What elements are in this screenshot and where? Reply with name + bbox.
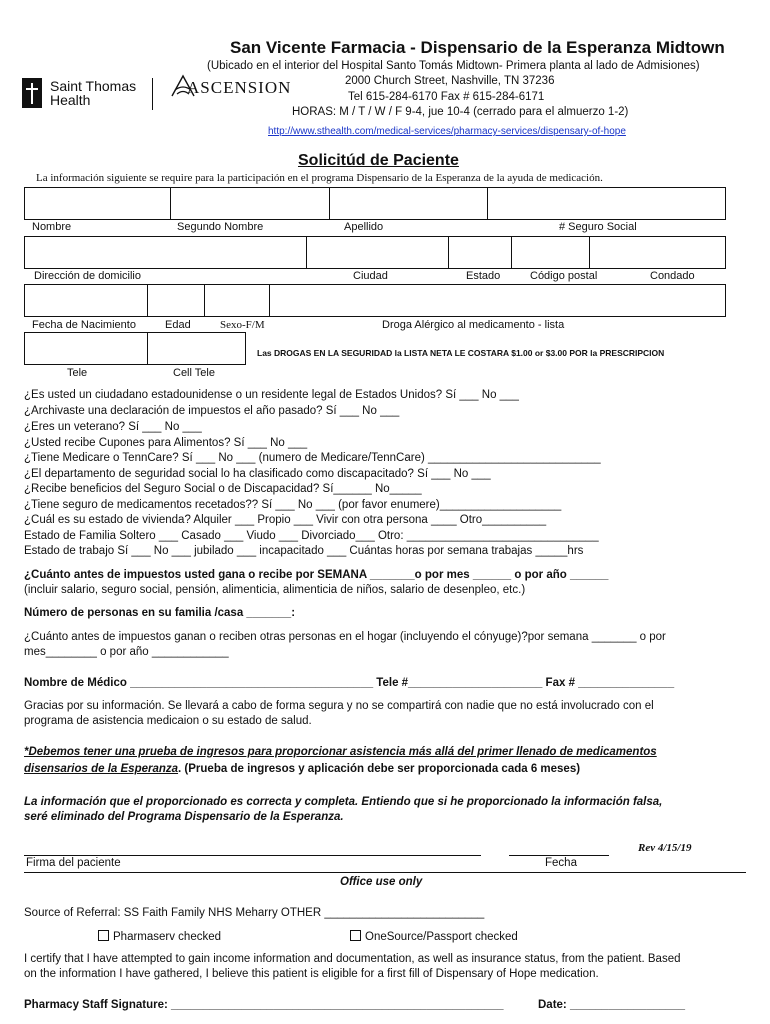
onesource-checkbox[interactable] [350,930,361,941]
apellido-label: Apellido [344,221,384,233]
fecha-nacimiento-label: Fecha de Nacimiento [32,319,136,331]
income-question: ¿Cuánto antes de impuestos usted gana o recibe por SEMANA _______o por mes ______ o por año ______ [24,569,609,581]
condado-field[interactable] [589,236,726,269]
segundo-nombre-label: Segundo Nombre [177,221,264,233]
fecha-nacimiento-field[interactable] [24,284,148,317]
question-vivienda: ¿Cuál es su estado de vivienda? Alquiler ___ Propio ___ Vivir con otra persona ____ Otro__________ [24,514,547,526]
staff-date[interactable]: Date: __________________ [538,999,686,1011]
tele-field[interactable] [24,332,148,365]
codigo-postal-field[interactable] [511,236,590,269]
question-ciudadano: ¿Es usted un ciudadano estadounidense o un residente legal de Estados Unidos? Sí ___ No ___ [24,389,519,401]
certify-text: I certify that I have attempted to gain income information and documentation, as well as insurance status, from the patient. Based [24,953,681,965]
direccion-label: Dirección de domicilio [34,270,141,282]
cell-tele-field[interactable] [147,332,246,365]
location-text: (Ubicado en el interior del Hospital Santo Tomás Midtown- Primera planta al lado de Admisiones) [207,60,700,72]
form-intro: La información siguiente se require para la participación en el programa Dispensario de la Esperanza de la ayuda de medicación. [36,172,603,184]
question-impuestos: ¿Archivaste una declaración de impuestos el año pasado? Sí ___ No ___ [24,405,400,417]
question-discapacitado: ¿El departamento de seguridad social lo ha clasificado como discapacitado? Sí ___ No ___ [24,468,491,480]
revision-date: Rev 4/15/19 [638,842,692,854]
others-income-question: ¿Cuánto antes de impuestos ganan o reciben otras personas en el hogar (incluyendo el cónyuge)?por semana _______ o por [24,631,666,643]
droga-alergico-label: Droga Alérgico al medicamento - lista [382,319,565,331]
page-title: San Vicente Farmacia - Dispensario de la Esperanza Midtown [230,38,725,57]
apellido-field[interactable] [329,187,488,220]
pharmaserv-checkbox[interactable] [98,930,109,941]
estado-label: Estado [466,270,501,282]
sexo-field[interactable] [204,284,270,317]
logo-divider [152,78,153,110]
drogas-cost-note: Las DROGAS EN LA SEGURIDAD la LISTA NETA LE COSTARA $1.00 or $3.00 POR la PRESCRIPCION [257,348,665,358]
segundo-nombre-field[interactable] [170,187,330,220]
question-beneficios: ¿Recibe beneficios del Seguro Social o de Discapacidad? Sí______ No_____ [24,483,422,495]
tele-label: Tele [67,367,88,379]
certification-text: La información que el proporcionado es correcta y completa. Entiendo que si he proporcionado la información falsa, [24,796,663,808]
condado-label: Condado [650,270,695,282]
dispensary-link[interactable]: http://www.sthealth.com/medical-services/pharmacy-services/dispensary-of-hope [268,126,626,137]
certify-text-2: on the information I have gathered, I believe this patient is eligible for a first fill of Dispensary of Hope medication. [24,968,599,980]
prueba-ingresos-text: *Debemos tener una prueba de ingresos para proporcionar asistencia más allá del primer llenado de medicamentos [24,746,657,758]
office-divider [24,872,746,873]
nombre-field[interactable] [24,187,171,220]
ascension-logo: ASCENSION [170,78,291,98]
seguro-social-label: # Seguro Social [559,221,637,233]
fecha-label: Fecha [545,857,577,869]
sexo-label: Sexo-F/M [220,319,265,331]
question-estado-familia: Estado de Familia Soltero ___ Casado ___ Viudo ___ Divorciado___ Otro: ______________________________ [24,530,599,542]
question-medicare: ¿Tiene Medicare o TennCare? Sí ___ No ___ (numero de Medicare/TennCare) ___________________________ [24,452,601,464]
edad-label: Edad [165,319,191,331]
firma-label: Firma del paciente [26,857,121,869]
ciudad-label: Ciudad [353,270,388,282]
gracias-text: Gracias por su información. Se llevará a cabo de forma segura y no se compartirá con nadie que no está involucrado con el [24,700,654,712]
question-veterano: ¿Eres un veterano? Sí ___ No ___ [24,421,202,433]
onesource-option[interactable]: OneSource/Passport checked [350,930,518,943]
referral-source: Source of Referral: SS Faith Family NHS Meharry OTHER _________________________ [24,907,485,919]
question-seguro-medicamentos: ¿Tiene seguro de medicamentos recetados?? Sí ___ No ___ (por favor enumere)___________________ [24,499,562,511]
saint-thomas-logo-text: Saint Thomas Health [50,78,137,108]
codigo-postal-label: Código postal [530,270,598,282]
others-income-question-2: mes________ o por año ____________ [24,646,229,658]
income-note: (incluir salario, seguro social, pensión, alimenticia, alimenticia de niños, salario de desenpleo, etc.) [24,584,526,596]
cross-icon [22,78,42,108]
ciudad-field[interactable] [306,236,449,269]
pharmaserv-option[interactable]: Pharmaserv checked [98,930,221,943]
question-estado-trabajo: Estado de trabajo Sí ___ No ___ jubilado ___ incapacitado ___ Cuántas horas por semana trabajas _____hrs [24,545,584,557]
seguro-social-field[interactable] [487,187,726,220]
droga-alergico-field[interactable] [269,284,726,317]
office-use-title: Office use only [340,876,423,888]
hours-text: HORAS: M / T / W / F 9-4, jue 10-4 (cerrado para el almuerzo 1-2) [292,106,629,118]
street-address: 2000 Church Street, Nashville, TN 37236 [345,75,555,87]
nombre-label: Nombre [32,221,72,233]
direccion-field[interactable] [24,236,307,269]
prueba-ingresos-line-2: disensarios de la Esperanza. (Prueba de ingresos y aplicación debe ser proporcionada cada 6 meses) [24,763,581,775]
firma-line[interactable] [24,855,481,856]
question-cupones: ¿Usted recibe Cupones para Alimentos? Sí ___ No ___ [24,437,308,449]
gracias-text-2: programa de asistencia medicaion o su estado de salud. [24,715,312,727]
certification-text-2: seré eliminado del Programa Dispensario de la Esperanza. [24,811,344,823]
staff-signature[interactable]: Pharmacy Staff Signature: ____________________________________________________ [24,999,504,1011]
medico-line: Nombre de Médico ______________________________________ Tele #_____________________ Fax # _______________ [24,677,675,689]
phone-fax: Tel 615-284-6170 Fax # 615-284-6171 [348,91,545,103]
ascension-mark-icon [170,74,196,98]
form-title: Solicitúd de Paciente [298,152,459,169]
family-question: Número de personas en su familia /casa _______: [24,607,296,619]
edad-field[interactable] [147,284,205,317]
estado-field[interactable] [448,236,512,269]
cell-tele-label: Cell Tele [173,367,215,379]
fecha-line[interactable] [509,855,609,856]
